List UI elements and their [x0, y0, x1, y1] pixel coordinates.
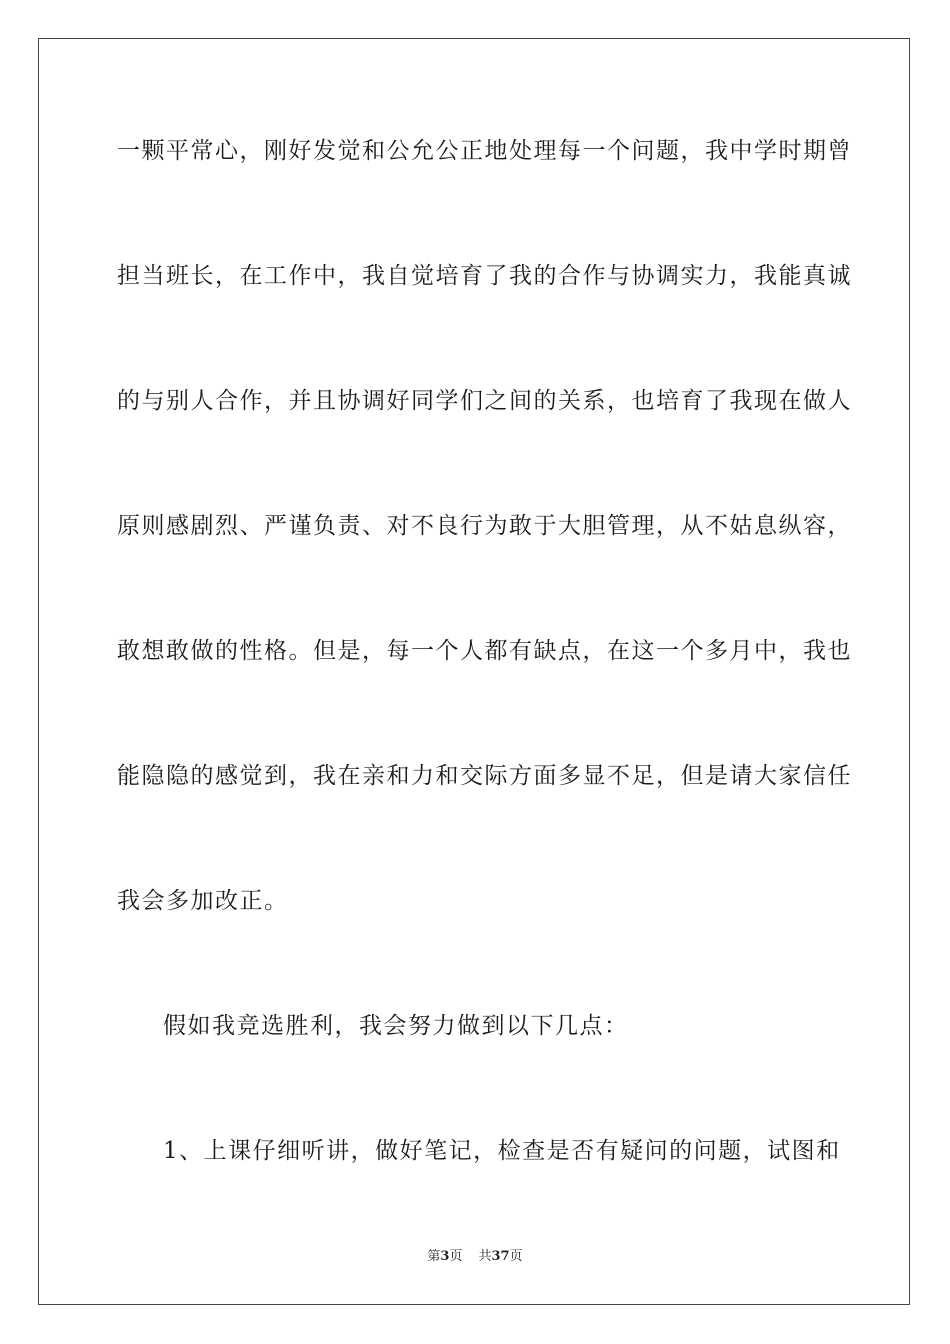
- body-text-line: 的与别人合作，并且协调好同学们之间的关系，也培育了我现在做人: [117, 388, 852, 414]
- page-prefix: 第: [427, 1249, 441, 1264]
- total-suffix: 页: [509, 1249, 523, 1264]
- body-text-line: 担当班长，在工作中，我自觉培育了我的合作与协调实力，我能真诚: [117, 263, 852, 289]
- paragraph-first-line: 假如我竞选胜利，我会努力做到以下几点：: [163, 1013, 629, 1039]
- body-text-line: 能隐隐的感觉到，我在亲和力和交际方面多显不足，但是请大家信任: [117, 763, 852, 789]
- total-prefix: 共: [478, 1249, 492, 1264]
- body-text-line: 一颗平常心，刚好发觉和公允公正地处理每一个问题，我中学时期曾: [117, 138, 852, 164]
- page-number: 3: [440, 1249, 450, 1264]
- total-pages: 37: [491, 1249, 510, 1264]
- page-suffix: 页: [449, 1249, 463, 1264]
- body-text-line: 敢想敢做的性格。但是，每一个人都有缺点，在这一个多月中，我也: [117, 638, 852, 664]
- page-border: [38, 38, 910, 1305]
- body-text-line: 我会多加改正。: [117, 888, 289, 914]
- list-item-first-line: 1、上课仔细听讲，做好笔记，检查是否有疑问的问题，试图和: [163, 1138, 841, 1164]
- page-footer: [0, 1248, 950, 1266]
- body-text-line: 原则感剧烈、严谨负责、对不良行为敢于大胆管理，从不姑息纵容，: [117, 513, 852, 539]
